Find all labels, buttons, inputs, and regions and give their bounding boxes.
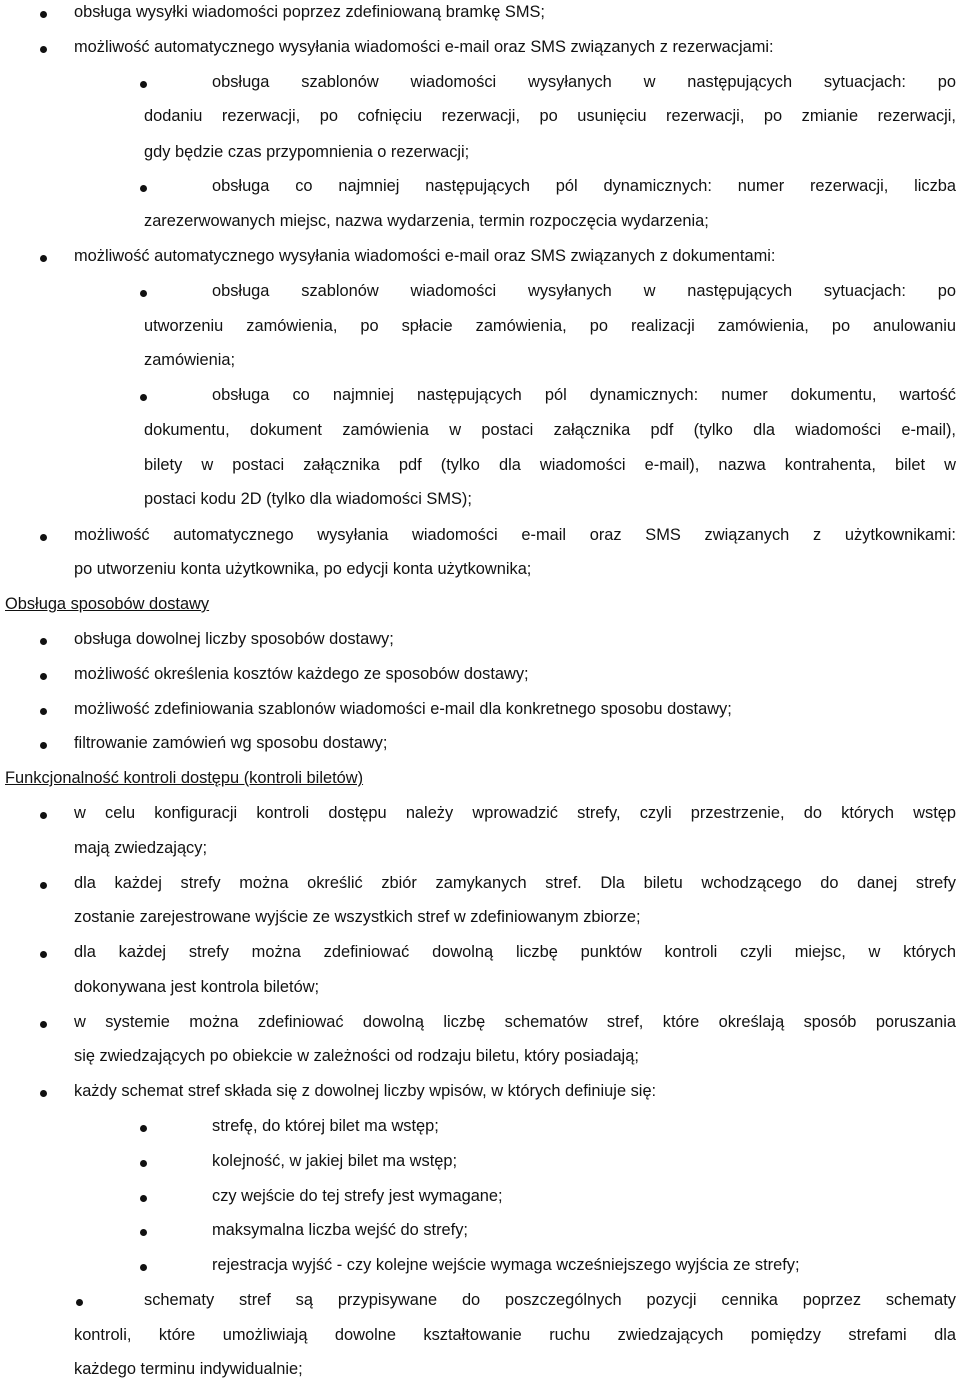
bullet-icon: [40, 11, 47, 18]
list-item-text: możliwość zdefiniowania szablonów wiadomości e-mail dla konkretnego sposobu dostawy;: [74, 700, 732, 718]
list-item-text: kontroli, które umożliwiają dowolne kształtowanie ruchu zwiedzających pomiędzy strefami dla: [74, 1326, 956, 1344]
bullet-icon: [140, 394, 147, 401]
bullet-icon: [140, 185, 147, 192]
bullet-icon: [140, 81, 147, 88]
list-item-text: schematy stref są przypisywane do poszczególnych pozycji cennika poprzez schematy: [144, 1291, 956, 1309]
bullet-icon: [40, 742, 47, 749]
list-item-text: bilety w postaci załącznika pdf (tylko dla wiadomości e-mail), nazwa kontrahenta, bilet w: [144, 456, 956, 474]
list-item-text: obsługa co najmniej następujących pól dynamicznych: numer dokumentu, wartość: [212, 386, 956, 404]
list-item-text: dla każdej strefy można zdefiniować dowolną liczbę punktów kontroli czyli miejsc, w których: [74, 943, 956, 961]
bullet-icon: [140, 290, 147, 297]
list-item-text: dla każdej strefy można określić zbiór zamykanych stref. Dla biletu wchodzącego do danej strefy: [74, 874, 956, 892]
list-item-text: zamówienia;: [144, 351, 236, 369]
list-item-text: zostanie zarejestrowane wyjście ze wszystkich stref w zdefiniowanym zbiorze;: [74, 908, 641, 926]
bullet-icon: [40, 673, 47, 680]
bullet-icon: [40, 812, 47, 819]
bullet-icon: [40, 1090, 47, 1097]
list-item-text: w celu konfiguracji kontroli dostępu należy wprowadzić strefy, czyli przestrzenie, do których wstęp: [74, 804, 956, 822]
list-item-text: każdego terminu indywidualnie;: [74, 1360, 303, 1378]
list-item-text: postaci kodu 2D (tylko dla wiadomości SMS);: [144, 490, 472, 508]
bullet-icon: [140, 1160, 147, 1167]
section-heading-delivery: Obsługa sposobów dostawy: [5, 595, 210, 613]
list-item-text: możliwość automatycznego wysyłania wiadomości e-mail oraz SMS związanych z użytkownikami:: [74, 526, 956, 544]
list-item-text: dokonywana jest kontrola biletów;: [74, 978, 320, 996]
bullet-icon: [40, 255, 47, 262]
section-heading-access-control: Funkcjonalność kontroli dostępu (kontroli biletów): [5, 769, 364, 787]
bullet-icon: [140, 1264, 147, 1271]
list-item-text: utworzeniu zamówienia, po spłacie zamówienia, po realizacji zamówienia, po anulowaniu: [144, 317, 956, 335]
list-item-text: filtrowanie zamówień wg sposobu dostawy;: [74, 734, 388, 752]
list-item-text: możliwość automatycznego wysyłania wiadomości e-mail oraz SMS związanych z dokumentami:: [74, 247, 776, 265]
bullet-icon: [140, 1195, 147, 1202]
list-item-text: gdy będzie czas przypomnienia o rezerwacji;: [144, 143, 470, 161]
list-item-text: obsługa co najmniej następujących pól dynamicznych: numer rezerwacji, liczba: [212, 177, 956, 195]
list-item-text: możliwość określenia kosztów każdego ze sposobów dostawy;: [74, 665, 529, 683]
list-item-text: kolejność, w jakiej bilet ma wstęp;: [212, 1152, 458, 1170]
list-item-text: zarezerwowanych miejsc, nazwa wydarzenia, termin rozpoczęcia wydarzenia;: [144, 212, 709, 230]
bullet-icon: [40, 638, 47, 645]
bullet-icon: [140, 1125, 147, 1132]
list-item-text: możliwość automatycznego wysyłania wiadomości e-mail oraz SMS związanych z rezerwacjami:: [74, 38, 774, 56]
bullet-icon: [40, 882, 47, 889]
list-item-text: obsługa szablonów wiadomości wysyłanych w następujących sytuacjach: po: [212, 282, 956, 300]
list-item-text: rejestracja wyjść - czy kolejne wejście wymaga wcześniejszego wyjścia ze strefy;: [212, 1256, 800, 1274]
bullet-icon: [40, 1021, 47, 1028]
list-item-text: obsługa wysyłki wiadomości poprzez zdefiniowaną bramkę SMS;: [74, 3, 545, 21]
list-item-text: czy wejście do tej strefy jest wymagane;: [212, 1187, 503, 1205]
bullet-icon: [40, 46, 47, 53]
list-item-text: dodaniu rezerwacji, po cofnięciu rezerwacji, po usunięciu rezerwacji, po zmianie rezerwacji,: [144, 107, 956, 125]
bullet-icon: [140, 1229, 147, 1236]
list-item-text: maksymalna liczba wejść do strefy;: [212, 1221, 468, 1239]
bullet-icon: [40, 708, 47, 715]
bullet-icon: [40, 951, 47, 958]
list-item-text: strefę, do której bilet ma wstęp;: [212, 1117, 439, 1135]
list-item-text: każdy schemat stref składa się z dowolnej liczby wpisów, w których definiuje się:: [74, 1082, 657, 1100]
list-item-text: dokumentu, dokument zamówienia w postaci załącznika pdf (tylko dla wiadomości e-mail),: [144, 421, 956, 439]
list-item-text: w systemie można zdefiniować dowolną liczbę schematów stref, które określają sposób poruszania: [74, 1013, 956, 1031]
list-item-text: obsługa szablonów wiadomości wysyłanych w następujących sytuacjach: po: [212, 73, 956, 91]
list-item-text: mają zwiedzający;: [74, 839, 207, 857]
bullet-icon: [40, 534, 47, 541]
list-item-text: obsługa dowolnej liczby sposobów dostawy;: [74, 630, 394, 648]
list-item-text: po utworzeniu konta użytkownika, po edycji konta użytkownika;: [74, 560, 532, 578]
bullet-icon: [76, 1299, 83, 1306]
list-item-text: się zwiedzających po obiekcie w zależności od rodzaju biletu, który posiadają;: [74, 1047, 639, 1065]
